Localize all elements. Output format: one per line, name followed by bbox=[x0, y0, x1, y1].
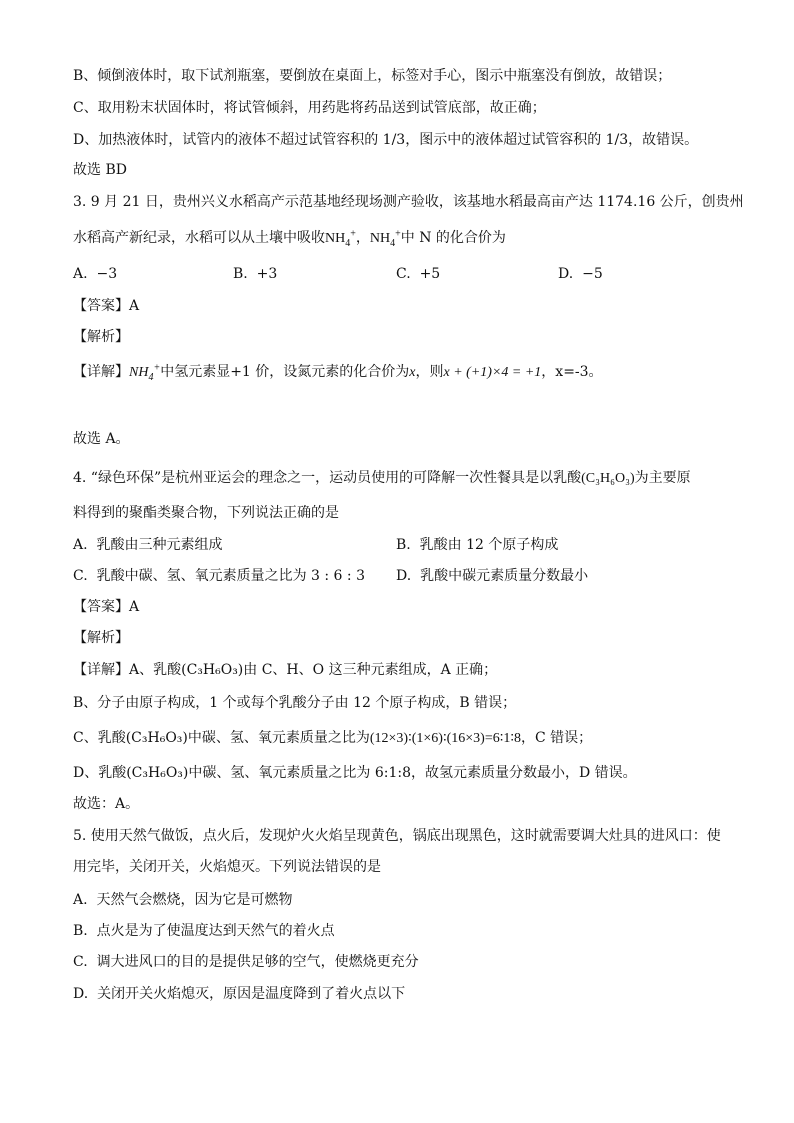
q5-stem-line2: 用完毕，关闭开关，火焰熄灭。下列说法错误的是 bbox=[73, 859, 381, 875]
q5-option-c: C. 调大进风口的目的是提供足够的空气，使燃烧更充分 bbox=[73, 954, 419, 970]
q3-option-d: D. −5 bbox=[558, 266, 603, 282]
q3-ion-1: $NH_4^+$ bbox=[325, 228, 356, 249]
q4-mass-ratio-equation: (12×3)∶(1×6)∶(16×3)=6∶1∶8 bbox=[369, 731, 522, 746]
prev-option-d-explanation: D、加热液体时，试管内的液体不超过试管容积的 1/3，图示中的液体超过试管容积的 1/3，故错误。 bbox=[73, 132, 699, 148]
q3-answer: A bbox=[129, 298, 140, 314]
q3-ion-separator: ， bbox=[355, 230, 370, 246]
q5-option-a: A. 天然气会燃烧，因为它是可燃物 bbox=[73, 892, 293, 908]
q3-analysis-tag: 【解析】 bbox=[73, 329, 129, 345]
q4-answer: A bbox=[129, 599, 140, 615]
answer-tag: 【答案】 bbox=[73, 599, 129, 615]
prev-option-c-explanation: C、取用粉末状固体时，将试管倾斜，用药匙将药品送到试管底部，故正确； bbox=[73, 100, 546, 116]
q4-option-c: C. 乳酸中碳、氢、氧元素质量之比为 3 : 6 : 3 bbox=[73, 568, 365, 584]
q4-option-a: A. 乳酸由三种元素组成 bbox=[73, 537, 223, 553]
q3-option-c: C. +5 bbox=[396, 266, 441, 282]
q4-formula: (C₃H₆O₃) bbox=[581, 471, 635, 486]
q3-stem-line2 bbox=[73, 228, 506, 249]
q4-detail-c: C、乳酸(C₃H₆O₃)中碳、氢、氧元素质量之比为(12×3)∶(1×6)∶(16×3)=6∶1∶8，C 错误； bbox=[73, 730, 593, 746]
q4-detail-b: B、分子由原子构成，1 个或每个乳酸分子由 12 个原子构成，B 错误； bbox=[73, 695, 517, 711]
detail-tag: 【详解】 bbox=[73, 364, 129, 380]
q4-option-d: D. 乳酸中碳元素质量分数最小 bbox=[396, 568, 589, 584]
answer-tag: 【答案】 bbox=[73, 298, 129, 314]
q4-stem-line1: 4. “绿色环保”是杭州亚运会的理念之一，运动员使用的可降解一次性餐具是以乳酸(C₃H₆O₃)为主要原 bbox=[73, 470, 691, 486]
prev-option-b-explanation: B、倾倒液体时，取下试剂瓶塞，要倒放在桌面上，标签对手心，图示中瓶塞没有倒放，故错误； bbox=[73, 68, 672, 84]
q3-ion-2: $NH_4^+$ bbox=[369, 228, 401, 249]
q3-equation: x + (+1)×4 = +1 bbox=[443, 365, 542, 380]
q3-answer-line bbox=[73, 296, 139, 316]
q3-option-b: B. +3 bbox=[233, 266, 278, 282]
q3-option-a: A. −3 bbox=[73, 266, 118, 282]
q5-option-d: D. 关闭开关火焰熄灭，原因是温度降到了着火点以下 bbox=[73, 986, 406, 1002]
detail-tag: 【详解】 bbox=[73, 662, 129, 678]
q3-stem-text-b: 中 N 的化合价为 bbox=[400, 230, 506, 246]
q4-choose-line: 故选：A。 bbox=[73, 796, 140, 812]
q5-option-b: B. 点火是为了使温度达到天然气的着火点 bbox=[73, 923, 335, 939]
q4-answer-line bbox=[73, 597, 139, 617]
q4-stem-line2: 料得到的聚酯类聚合物，下列说法正确的是 bbox=[73, 505, 339, 521]
q3-detail-line: 【详解】$NH_4^+$中氢元素显+1 价，设氮元素的化合价为x，则x + (+1)×4 = +1，x=-3。 bbox=[73, 362, 603, 383]
q5-stem-line1: 5. 使用天然气做饭，点火后，发现炉火火焰呈现黄色，锅底出现黑色，这时就需要调大灶具的进风口：使 bbox=[73, 828, 721, 844]
prev-choose-line: 故选 BD bbox=[73, 162, 127, 178]
q3-choose-line: 故选 A。 bbox=[73, 431, 130, 447]
q3-stem-line1: 3. 9 月 21 日，贵州兴义水稻高产示范基地经现场测产验收，该基地水稻最高亩产达 1174.16 公斤，创贵州 bbox=[73, 194, 744, 210]
q4-option-b: B. 乳酸由 12 个原子构成 bbox=[396, 537, 559, 553]
q3-detail-ion: $NH_4^+$ bbox=[129, 362, 161, 383]
q4-detail-a: 【详解】A、乳酸(C₃H₆O₃)由 C、H、O 这三种元素组成，A 正确； bbox=[73, 662, 498, 678]
q4-detail-d: D、乳酸(C₃H₆O₃)中碳、氢、氧元素质量之比为 6:1:8，故氢元素质量分数最小，D 错误。 bbox=[73, 765, 637, 781]
q4-analysis-tag: 【解析】 bbox=[73, 630, 129, 646]
q3-stem-text-a: 水稻高产新纪录，水稻可以从土壤中吸收 bbox=[73, 230, 325, 246]
q3-result: x=-3。 bbox=[555, 364, 603, 380]
